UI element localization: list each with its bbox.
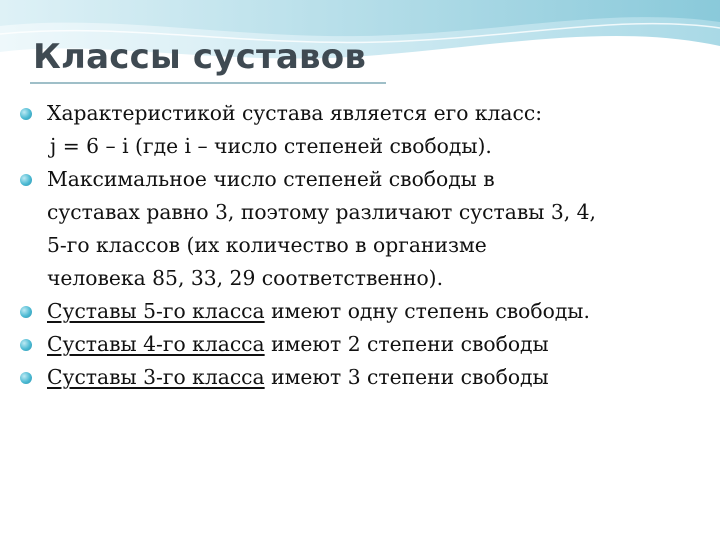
list-item <box>20 361 710 394</box>
item-text: имеют одну степень свободы. <box>264 299 590 323</box>
item-line: суставах равно 3, поэтому различают суставы 3, 4, <box>47 200 596 224</box>
item-line: Характеристикой сустава является его класс: <box>47 101 543 125</box>
bullet-icon <box>20 174 32 186</box>
item-line: j = 6 – i (где i – число степеней свободы). <box>50 134 492 158</box>
underlined-term: Суставы 5-го класса <box>47 299 265 323</box>
item-line: Максимальное число степеней свободы в <box>47 167 495 191</box>
bullet-icon <box>20 306 32 318</box>
item-line: 5-го классов (их количество в организме <box>47 233 487 257</box>
list-item <box>20 328 710 361</box>
bullet-icon <box>20 339 32 351</box>
item-text: имеют 3 степени свободы <box>264 365 549 389</box>
item-line: человека 85, 33, 29 соответственно). <box>47 266 444 290</box>
item-text: имеют 2 степени свободы <box>264 332 549 356</box>
underlined-term: Суставы 4-го класса <box>47 332 265 356</box>
list-item <box>20 295 710 328</box>
bullet-icon <box>20 372 32 384</box>
slide-title: Классы суставов <box>33 37 367 77</box>
list-item <box>20 163 710 295</box>
title-underline <box>30 82 386 84</box>
list-item <box>20 97 710 163</box>
bullet-list <box>20 97 710 394</box>
bullet-icon <box>20 108 32 120</box>
underlined-term: Суставы 3-го класса <box>47 365 265 389</box>
